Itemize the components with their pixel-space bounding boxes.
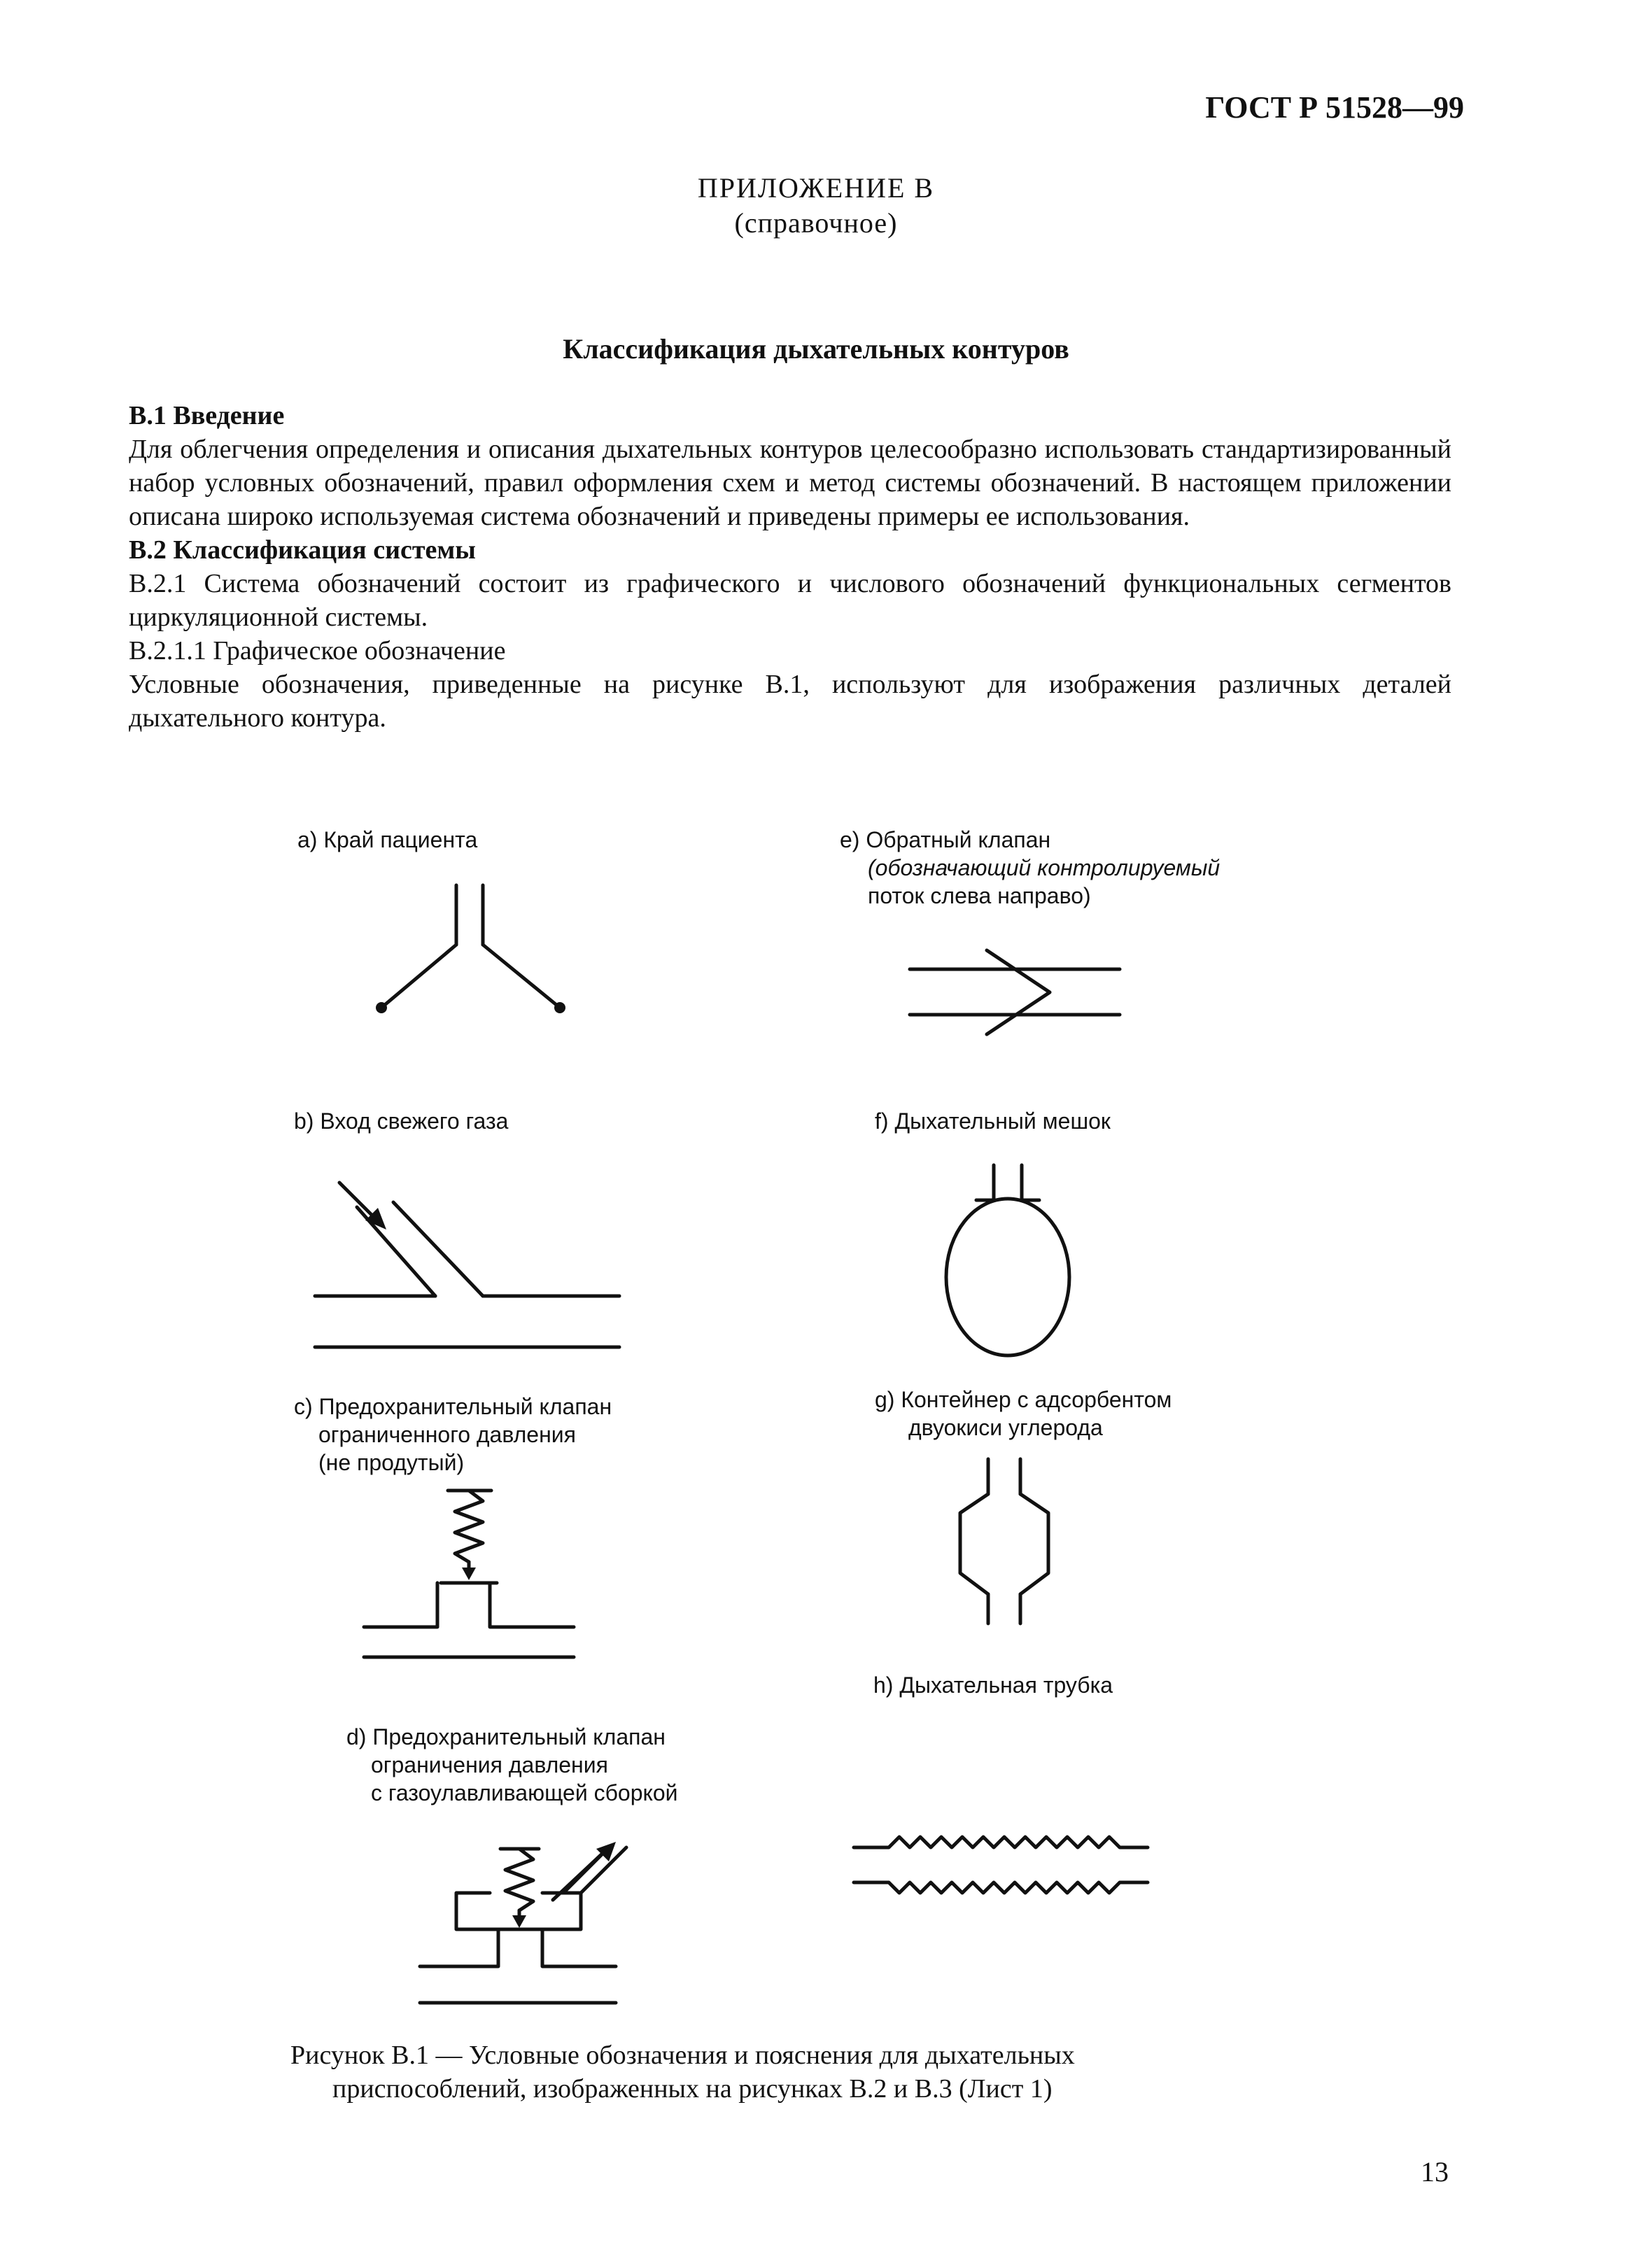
label-e3: поток слева направо) — [868, 883, 1091, 908]
label-d1: d) Предохранительный клапан — [346, 1724, 666, 1749]
page-number: 13 — [1421, 2156, 1449, 2188]
absorber-container-symbol — [960, 1459, 1048, 1623]
label-b: b) Вход свежего газа — [294, 1108, 509, 1134]
standard-number: ГОСТ Р 51528—99 — [1205, 90, 1464, 125]
section-b1-heading: В.1 Введение — [129, 401, 285, 430]
label-e2: (обозначающий контролируемый — [868, 855, 1221, 880]
label-e1: e) Обратный клапан — [840, 827, 1051, 852]
breathing-tube-symbol — [854, 1837, 1148, 1893]
label-c2: ограниченного давления — [318, 1422, 576, 1447]
check-valve-symbol — [910, 950, 1120, 1034]
main-title: Классификация дыхательных контуров — [563, 333, 1069, 365]
scavenging-valve-symbol — [420, 1842, 626, 2003]
breathing-bag-symbol — [946, 1165, 1069, 1355]
fresh-gas-inlet-symbol — [315, 1183, 619, 1347]
label-c3: (не продутый) — [318, 1450, 465, 1475]
label-g1: g) Контейнер с адсорбентом — [875, 1387, 1172, 1412]
section-b21-paragraph: В.2.1 Система обозначений состоит из графического и числового обозначений функциональных сегментов циркуляционной системы. — [129, 569, 1451, 632]
label-d3: с газоулавливающей сборкой — [371, 1780, 678, 1805]
label-f: f) Дыхательный мешок — [875, 1108, 1111, 1134]
relief-valve-symbol — [364, 1491, 574, 1657]
label-d2: ограничения давления — [371, 1752, 608, 1777]
section-b1-paragraph: Для облегчения определения и описания дыхательных контуров целесообразно использовать стандартизированный набор условных обозначений, правил оформления схем и метод системы обозначений. В настоящем приложении описана широко используемая система обозначений и приведены примеры ее использования. — [129, 435, 1451, 531]
figure-caption-line1: Рисунок В.1 — Условные обозначения и пояснения для дыхательных — [290, 2041, 1075, 2070]
label-h: h) Дыхательная трубка — [873, 1672, 1113, 1698]
appendix-title: ПРИЛОЖЕНИЕ В — [697, 172, 935, 204]
label-g2: двуокиси углерода — [908, 1415, 1103, 1440]
label-c1: c) Предохранительный клапан — [294, 1394, 612, 1419]
section-b211-heading: В.2.1.1 Графическое обозначение — [129, 636, 506, 665]
section-b211-paragraph: Условные обозначения, приведенные на рисунке В.1, используют для изображения различных деталей дыхательного контура. — [129, 670, 1451, 733]
patient-end-symbol — [376, 885, 565, 1013]
label-a: a) Край пациента — [297, 827, 478, 852]
appendix-note: (справочное) — [734, 207, 898, 239]
figure-caption-line2: приспособлений, изображенных на рисунках В.2 и В.3 (Лист 1) — [332, 2074, 1053, 2104]
section-b2-heading: В.2 Классификация системы — [129, 535, 476, 565]
